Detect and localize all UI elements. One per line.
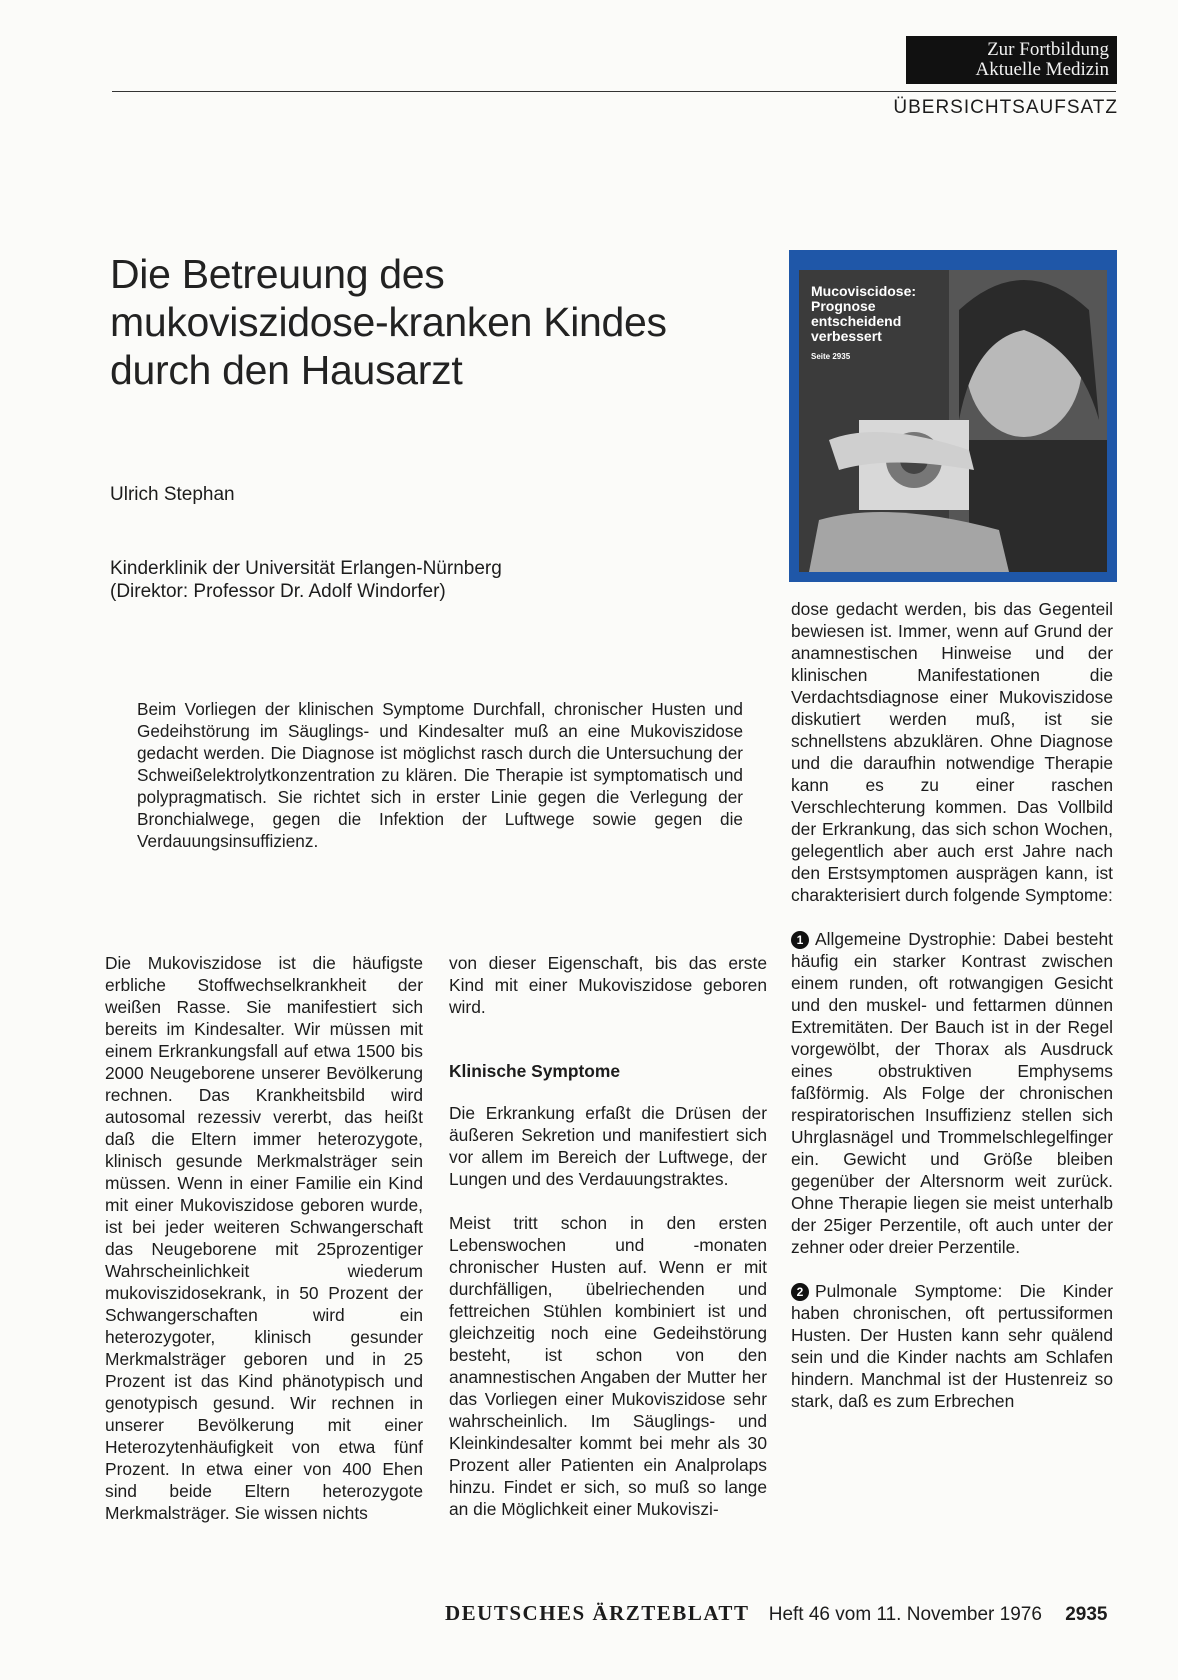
series-line-1: Zur Fortbildung bbox=[987, 39, 1109, 60]
abstract: Beim Vorliegen der klinischen Symptome Durchfall, chronischer Husten und Gedeihstörung im Säuglings- und Kindesalter muß an eine Mukoviszidose gedacht werden. Die Diagnose ist möglichst rasch durch die Untersuchung der Schweißelektrolytkonzentration zu klären. Die Therapie ist symptomatisch und polypragmatisch. Sie richtet sich in erster Linie gegen die Verlegung der Bronchialwege, gegen die Infektion der Luftwege sowie gegen die Verdauungsinsuffizienz. bbox=[137, 699, 743, 851]
affiliation-line: Kinderklinik der Universität Erlangen-Nürnberg bbox=[110, 558, 502, 579]
list-item bbox=[791, 928, 1113, 1258]
cover-teaser bbox=[789, 250, 1117, 582]
cover-headline-line: entscheidend bbox=[811, 313, 902, 329]
article-title bbox=[110, 250, 667, 394]
issue-info: Heft 46 vom 11. November 1976 bbox=[768, 1604, 1042, 1625]
author: Ulrich Stephan bbox=[110, 484, 235, 505]
page-footer bbox=[445, 1601, 1107, 1626]
body-column-2 bbox=[449, 952, 767, 1520]
paragraph: Die Mukoviszidose ist die häufigste erbliche Stoffwechselkrankheit der weißen Rasse. Sie manifestiert sich bereits im Kindesalter. Wir müssen mit einem Erkrankungsfall auf etwa 1500 bis 2000 Neugeborene unserer Bevölkerung rechnen. Das Krankheitsbild wird autosomal rezessiv vererbt, das heißt daß die Eltern immer heterozygote, klinisch gesunde Merkmalsträger sein müssen. Wenn in einer Familie ein Kind mit einer Mukoviszidose geboren wurde, ist bei jeder weiteren Schwangerschaft das Neugeborene mit 25prozentiger Wahrscheinlichkeit wiederum mukoviszidosekrank, in 50 Prozent der Schwangerschaften wird ein heterozygoter, klinisch gesunder Merkmalsträger geboren und in 25 Prozent ist das Kind phänotypisch und genotypisch gesund. Wir rechnen in unserer Bevölkerung mit einer Heterozytenhäufigkeit von etwa fünf Prozent. In etwa einer von 400 Ehen sind beide Eltern heterozygote Merkmalsträger. Sie wissen nichts bbox=[105, 953, 423, 1523]
body-column-3 bbox=[791, 598, 1113, 1412]
title-line: Die Betreuung des bbox=[110, 251, 445, 297]
section-heading: Klinische Symptome bbox=[449, 1061, 621, 1081]
body-column-1 bbox=[105, 952, 423, 1524]
number-1-icon: 1 bbox=[791, 931, 809, 949]
cover-headline bbox=[811, 284, 916, 364]
paragraph: Meist tritt schon in den ersten Lebenswochen und -monaten chronischer Husten auf. Wenn er mit durchfälligen, übelriechenden und fettreichen Stühlen kombiniert ist und gleichzeitig noch eine Gedeihstörung besteht, ist schon von den anamnestischen Angaben der Mutter her das Vorliegen einer Mukoviszidose sehr wahrscheinlich. Im Säuglings- und Kleinkindesalter kommt bei mehr als 30 Prozent aller Patienten ein Analprolaps hinzu. Findet er sich, so muß so lange an die Möglichkeit einer Mukoviszi- bbox=[449, 1213, 767, 1519]
list-item bbox=[791, 1280, 1113, 1412]
affiliation bbox=[110, 557, 502, 603]
list-item-text: Pulmonale Symptome: Die Kinder haben chronischen, oft pertussiformen Husten. Der Husten kann sehr quälend sein und die Kinder nachts am Schlafen hindern. Manchmal ist der Hustenreiz so stark, daß es zum Erbrechen bbox=[791, 1281, 1113, 1411]
page-number: 2935 bbox=[1065, 1604, 1108, 1625]
number-2-icon: 2 bbox=[791, 1283, 809, 1301]
paragraph: dose gedacht werden, bis das Gegenteil bewiesen ist. Immer, wenn auf Grund der anamnestischen Hinweise und der klinischen Manifestationen die Verdachtsdiagnose einer Mukoviszidose diskutiert werden muß, ist sie schnellstens abzuklären. Ohne Diagnose und die daraufhin notwendige Therapie kann es zu einer raschen Verschlechterung kommen. Das Vollbild der Erkrankung, das sich schon Wochen, gelegentlich aber auch erst Jahre nach den Erstsymptomen ausprägen kann, ist charakterisiert durch folgende Symptome: bbox=[791, 599, 1113, 905]
paragraph: Die Erkrankung erfaßt die Drüsen der äußeren Sekretion und manifestiert sich vor allem im Bereich der Luftwege, der Lungen und des Verdauungstraktes. bbox=[449, 1103, 767, 1189]
series-line-2: Aktuelle Medizin bbox=[975, 59, 1109, 80]
journal-name: DEUTSCHES ÄRZTEBLATT bbox=[445, 1601, 750, 1625]
section-label: ÜBERSICHTSAUFSATZ bbox=[893, 97, 1118, 118]
cover-headline-line: verbessert bbox=[811, 328, 882, 344]
list-item-text: Allgemeine Dystrophie: Dabei besteht häufig ein starker Kontrast zwischen einem runden, oft rotwangigen Gesicht und den muskel- und fettarmen dünnen Extremitäten. Der Bauch ist in der Regel vorgewölbt, der Thorax als Ausdruck eines obstruktiven Emphysems faßförmig. Als Folge der chronischen respiratorischen Insuffizienz stellen sich Uhrglasnägel und Trommelschlegelfinger ein. Gewicht und Größe bleiben gegenüber der Altersnorm weit zurück. Ohne Therapie liegen sie meist unterhalb der 25iger Perzentile, oft auch unter der zehner oder dreier Perzentile. bbox=[791, 929, 1113, 1257]
cover-headline-line: Mucoviscidose: bbox=[811, 283, 917, 299]
paragraph: von dieser Eigenschaft, bis das erste Kind mit einer Mukoviszidose geboren wird. bbox=[449, 953, 767, 1017]
title-line: mukoviszidose-kranken Kindes bbox=[110, 299, 667, 345]
affiliation-line: (Direktor: Professor Dr. Adolf Windorfer) bbox=[110, 581, 446, 602]
title-line: durch den Hausarzt bbox=[110, 347, 463, 393]
header-rule bbox=[112, 91, 1116, 92]
series-label bbox=[906, 36, 1117, 84]
cover-page-ref: Seite 2935 bbox=[811, 352, 851, 361]
cover-headline-line: Prognose bbox=[811, 298, 876, 314]
cover-photo bbox=[799, 270, 1107, 572]
